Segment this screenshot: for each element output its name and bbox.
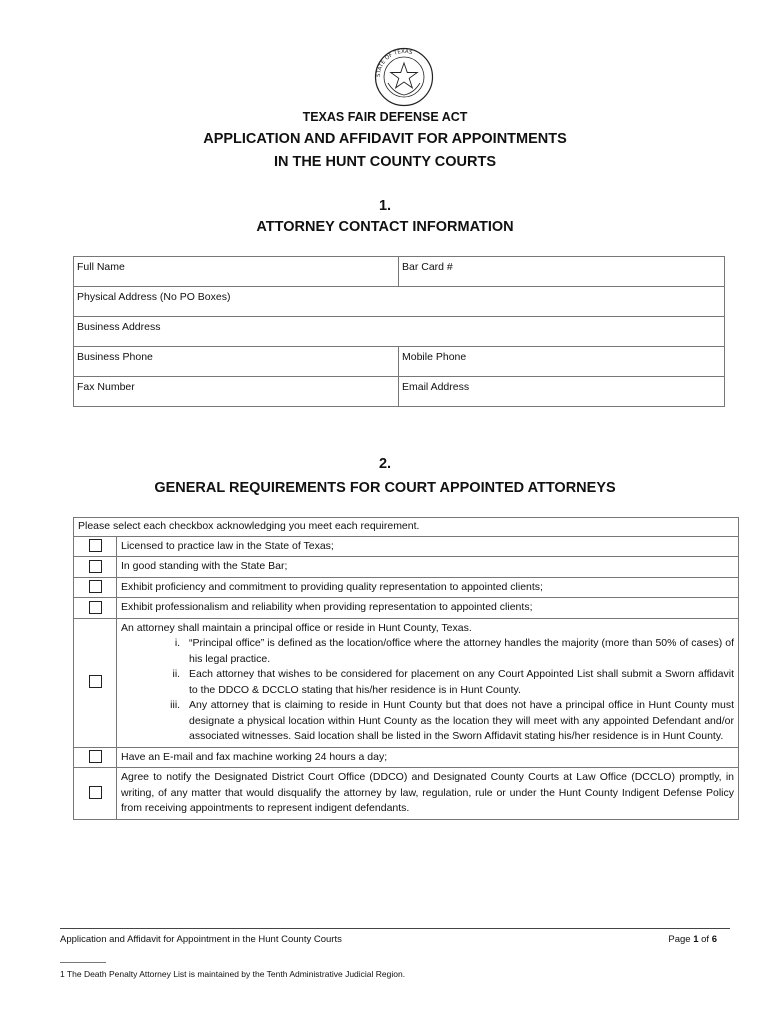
requirements-instruction: Please select each checkbox acknowledging you meet each requirement. (74, 518, 739, 537)
requirement-checkbox-notify[interactable] (89, 786, 102, 799)
mobile-phone-field[interactable] (399, 347, 725, 377)
texas-seal-icon (374, 47, 434, 107)
requirement-checkbox-email-fax[interactable] (89, 750, 102, 763)
page-indicator (600, 934, 717, 945)
section1-number: 1. (378, 198, 392, 214)
seal-ring-text: STATE OF TEXAS (375, 48, 413, 78)
business-address-label: Business Address (77, 321, 161, 333)
svg-text:STATE OF TEXAS (376, 49, 413, 77)
requirement-row (74, 577, 739, 598)
business-address-field[interactable] (74, 317, 725, 347)
requirement-text: Have an E-mail and fax machine working 24 hours a day; (117, 747, 739, 768)
email-address-field[interactable] (399, 377, 725, 407)
footer-divider (60, 928, 730, 929)
requirement-text: Exhibit proficiency and commitment to providing quality representation to appointed clients; (117, 577, 739, 598)
requirement-text: Agree to notify the Designated District Court Office (DDCO) and Designated County Courts at Law Office (DCCLO) promptly, in writing, of any matter that would disqualify the attorney by law, regulation, rule or under the Hunt County Indigent Defense Policy from receiving appointments to represent indigent defendants. (117, 768, 739, 820)
act-title: TEXAS FAIR DEFENSE ACT (302, 110, 468, 124)
physical-address-field[interactable] (74, 287, 725, 317)
footer-doc-title: Application and Affidavit for Appointment in the Hunt County Courts (60, 934, 342, 945)
requirement-text: In good standing with the State Bar; (117, 557, 739, 578)
requirement-row (74, 768, 739, 820)
bar-card-field[interactable] (399, 257, 725, 287)
requirement-row (74, 598, 739, 619)
sublist-item: ii. Each attorney that wishes to be considered for placement on any Court Appointed List shall submit a Sworn affidavit to the DDCO & DCCLO stating that his/her residence is in Hunt County. (183, 667, 734, 698)
page-number: 1 (693, 934, 699, 945)
section1-title: ATTORNEY CONTACT INFORMATION (256, 219, 514, 235)
section2-number: 2. (378, 456, 392, 472)
fax-number-label: Fax Number (77, 381, 135, 393)
section2-title: GENERAL REQUIREMENTS FOR COURT APPOINTED ATTORNEYS (154, 480, 616, 496)
business-phone-field[interactable] (74, 347, 399, 377)
requirement-checkbox-principal-office[interactable] (89, 675, 102, 688)
requirements-table (73, 517, 739, 820)
requirement-checkbox-good-standing[interactable] (89, 560, 102, 573)
business-phone-label: Business Phone (77, 351, 153, 363)
footnote: 1 The Death Penalty Attorney List is maintained by the Tenth Administrative Judicial Region. (60, 969, 406, 979)
requirement-checkbox-proficiency[interactable] (89, 580, 102, 593)
physical-address-label: Physical Address (No PO Boxes) (77, 291, 231, 303)
mobile-phone-label: Mobile Phone (402, 351, 467, 363)
requirement-checkbox-professionalism[interactable] (89, 601, 102, 614)
requirement-text: Exhibit professionalism and reliability when providing representation to appointed clients; (117, 598, 739, 619)
page-total: 6 (711, 934, 717, 945)
email-address-label: Email Address (402, 381, 470, 393)
requirement-row (74, 536, 739, 557)
principal-office-sublist (121, 636, 734, 745)
of-word: of (701, 934, 710, 945)
requirement-text: Licensed to practice law in the State of Texas; (117, 536, 739, 557)
form-title-line1: APPLICATION AND AFFIDAVIT FOR APPOINTMENTS (203, 131, 567, 147)
sublist-item: i. “Principal office” is defined as the location/office where the attorney handles the majority (more than 50% of cases) of his legal practice. (183, 636, 734, 667)
requirement-checkbox-licensed[interactable] (89, 539, 102, 552)
form-title-line2: IN THE HUNT COUNTY COURTS (273, 154, 497, 170)
sublist-item: iii. Any attorney that is claiming to reside in Hunt County but that does not have a principal office in Hunt County must designate a physical location within Hunt County as the location they will meet with any appointed Defendant and/or associated witnesses. Said location shall be listed in the Sworn Affidavit stating his/her residence is in Hunt County. (183, 698, 734, 745)
full-name-field[interactable] (74, 257, 399, 287)
full-name-label: Full Name (77, 261, 125, 273)
fax-number-field[interactable] (74, 377, 399, 407)
footnote-divider (60, 962, 106, 963)
requirement-row (74, 747, 739, 768)
requirement-row (74, 557, 739, 578)
requirement-text: An attorney shall maintain a principal office or reside in Hunt County, Texas. (121, 621, 472, 634)
page-word: Page (668, 934, 691, 945)
requirement-row (74, 618, 739, 747)
bar-card-label: Bar Card # (402, 261, 453, 273)
contact-info-table (73, 256, 725, 407)
